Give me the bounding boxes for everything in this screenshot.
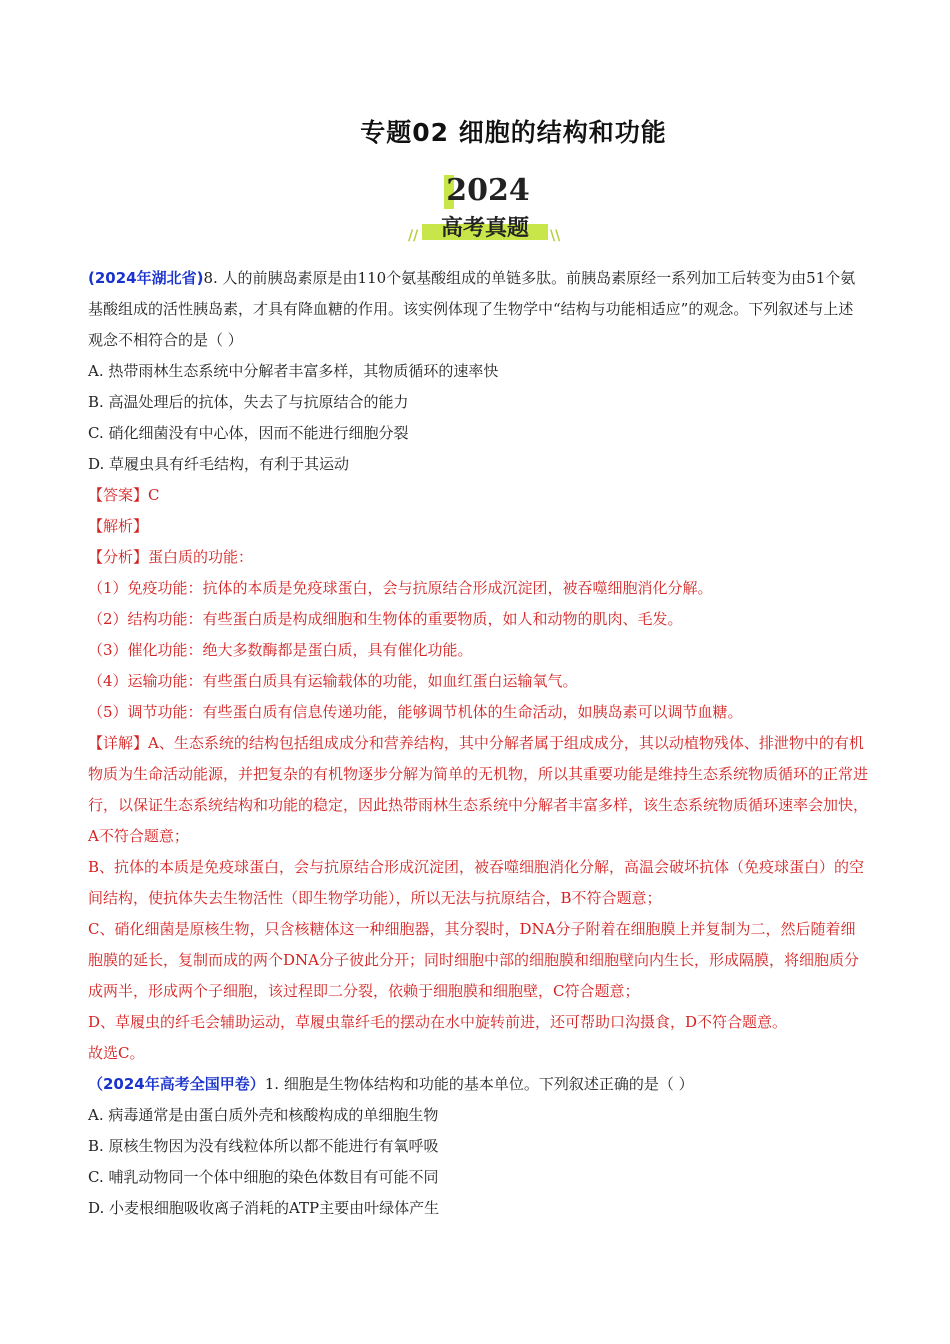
badge-year: 2024	[446, 173, 530, 208]
page-title: 专题02 细胞的结构和功能	[360, 118, 667, 147]
fenxi-line	[88, 542, 868, 573]
detail-b: B、抗体的本质是免疫球蛋白，会与抗原结合形成沉淀团，被吞噬细胞消化分解，高温会破坏抗体（免疫球蛋白）的空间结构，使抗体失去生物活性（即生物学功能），所以无法与抗原结合，B不符合题意；	[88, 858, 865, 907]
conclusion: 故选C。	[88, 1044, 145, 1062]
detail-c: C、硝化细菌是原核生物，只含核糖体这一种细胞器，其分裂时，DNA分子附着在细胞膜上并复制为二，然后随着细胞膜的延长，复制而成的两个DNA分子彼此分开；同时细胞中部的细胞膜和细胞壁向内生长，形成隔膜，将细胞质分成两半，形成两个子细胞，该过程即二分裂，依赖于细胞膜和细胞壁，C符合题意；	[88, 920, 859, 1000]
badge-left-marks: //	[408, 228, 419, 244]
question-2-option-c: C. 哺乳动物同一个体中细胞的染色体数目有可能不同	[88, 1168, 439, 1186]
badge-right-marks: \\	[550, 228, 561, 244]
question-2-stem	[88, 1069, 868, 1100]
question-1-option-b: B. 高温处理后的抗体，失去了与抗原结合的能力	[88, 393, 409, 411]
question-1-stem	[88, 263, 868, 356]
question-2-source: （2024年高考全国甲卷）	[88, 1075, 265, 1093]
question-1-option-a: A. 热带雨林生态系统中分解者丰富多样，其物质循环的速率快	[88, 362, 499, 380]
detail-a-text: A、生态系统的结构包括组成成分和营养结构，其中分解者属于组成成分，其以动植物残体、排泄物中的有机物质为生命活动能源，并把复杂的有机物逐步分解为简单的无机物，所以其重要功能是维持生态系统物质循环的正常进行，以保证生态系统结构和功能的稳定，因此热带雨林生态系统中分解者丰富多样，该生态系统物质循环速率会加快，A不符合题意；	[88, 734, 869, 845]
question-2-option-b: B. 原核生物因为没有线粒体所以都不能进行有氧呼吸	[88, 1137, 439, 1155]
fenxi-head: 蛋白质的功能：	[148, 548, 254, 566]
question-1-option-d: D. 草履虫具有纤毛结构，有利于其运动	[88, 455, 350, 473]
question-2-option-a: A. 病毒通常是由蛋白质外壳和核酸构成的单细胞生物	[88, 1106, 439, 1124]
badge-label: 高考真题	[440, 216, 530, 241]
exam-badge	[400, 170, 570, 248]
question-2-text: 1. 细胞是生物体结构和功能的基本单位。下列叙述正确的是（ ）	[264, 1075, 694, 1093]
question-2-option-d: D. 小麦根细胞吸收离子消耗的ATP主要由叶绿体产生	[88, 1199, 440, 1217]
function-item: （2）结构功能：有些蛋白质是构成细胞和生物体的重要物质，如人和动物的肌肉、毛发。	[88, 610, 683, 628]
question-1-option-c: C. 硝化细菌没有中心体，因而不能进行细胞分裂	[88, 424, 409, 442]
function-item: （3）催化功能：绝大多数酶都是蛋白质，具有催化功能。	[88, 641, 473, 659]
fenxi-tag: 【分析】	[88, 548, 149, 566]
document-body	[88, 263, 868, 1224]
answer-tag: 【答案】	[88, 486, 149, 504]
function-item: （4）运输功能：有些蛋白质具有运输载体的功能，如血红蛋白运输氧气。	[88, 672, 578, 690]
function-item: （5）调节功能：有些蛋白质有信息传递功能，能够调节机体的生命活动，如胰岛素可以调节血糖。	[88, 703, 743, 721]
badge-graphic	[400, 170, 570, 248]
analysis-tag: 【解析】	[88, 517, 149, 535]
answer-line	[88, 480, 868, 511]
detail-tag: 【详解】	[88, 734, 149, 752]
detail-a	[88, 728, 868, 852]
question-1-source: (2024年湖北省)	[88, 269, 204, 287]
detail-d: D、草履虫的纤毛会辅助运动，草履虫靠纤毛的摆动在水中旋转前进，还可帮助口沟摄食，D不符合题意。	[88, 1013, 788, 1031]
question-1-text: 8. 人的前胰岛素原是由110个氨基酸组成的单链多肽。前胰岛素原经一系列加工后转变为由51个氨基酸组成的活性胰岛素，才具有降血糖的作用。该实例体现了生物学中“结构与功能相适应”的观念。下列叙述与上述观念不相符合的是（ ）	[88, 269, 856, 349]
function-item: （1）免疫功能：抗体的本质是免疫球蛋白，会与抗原结合形成沉淀团，被吞噬细胞消化分解。	[88, 579, 713, 597]
answer-value: C	[148, 486, 160, 504]
